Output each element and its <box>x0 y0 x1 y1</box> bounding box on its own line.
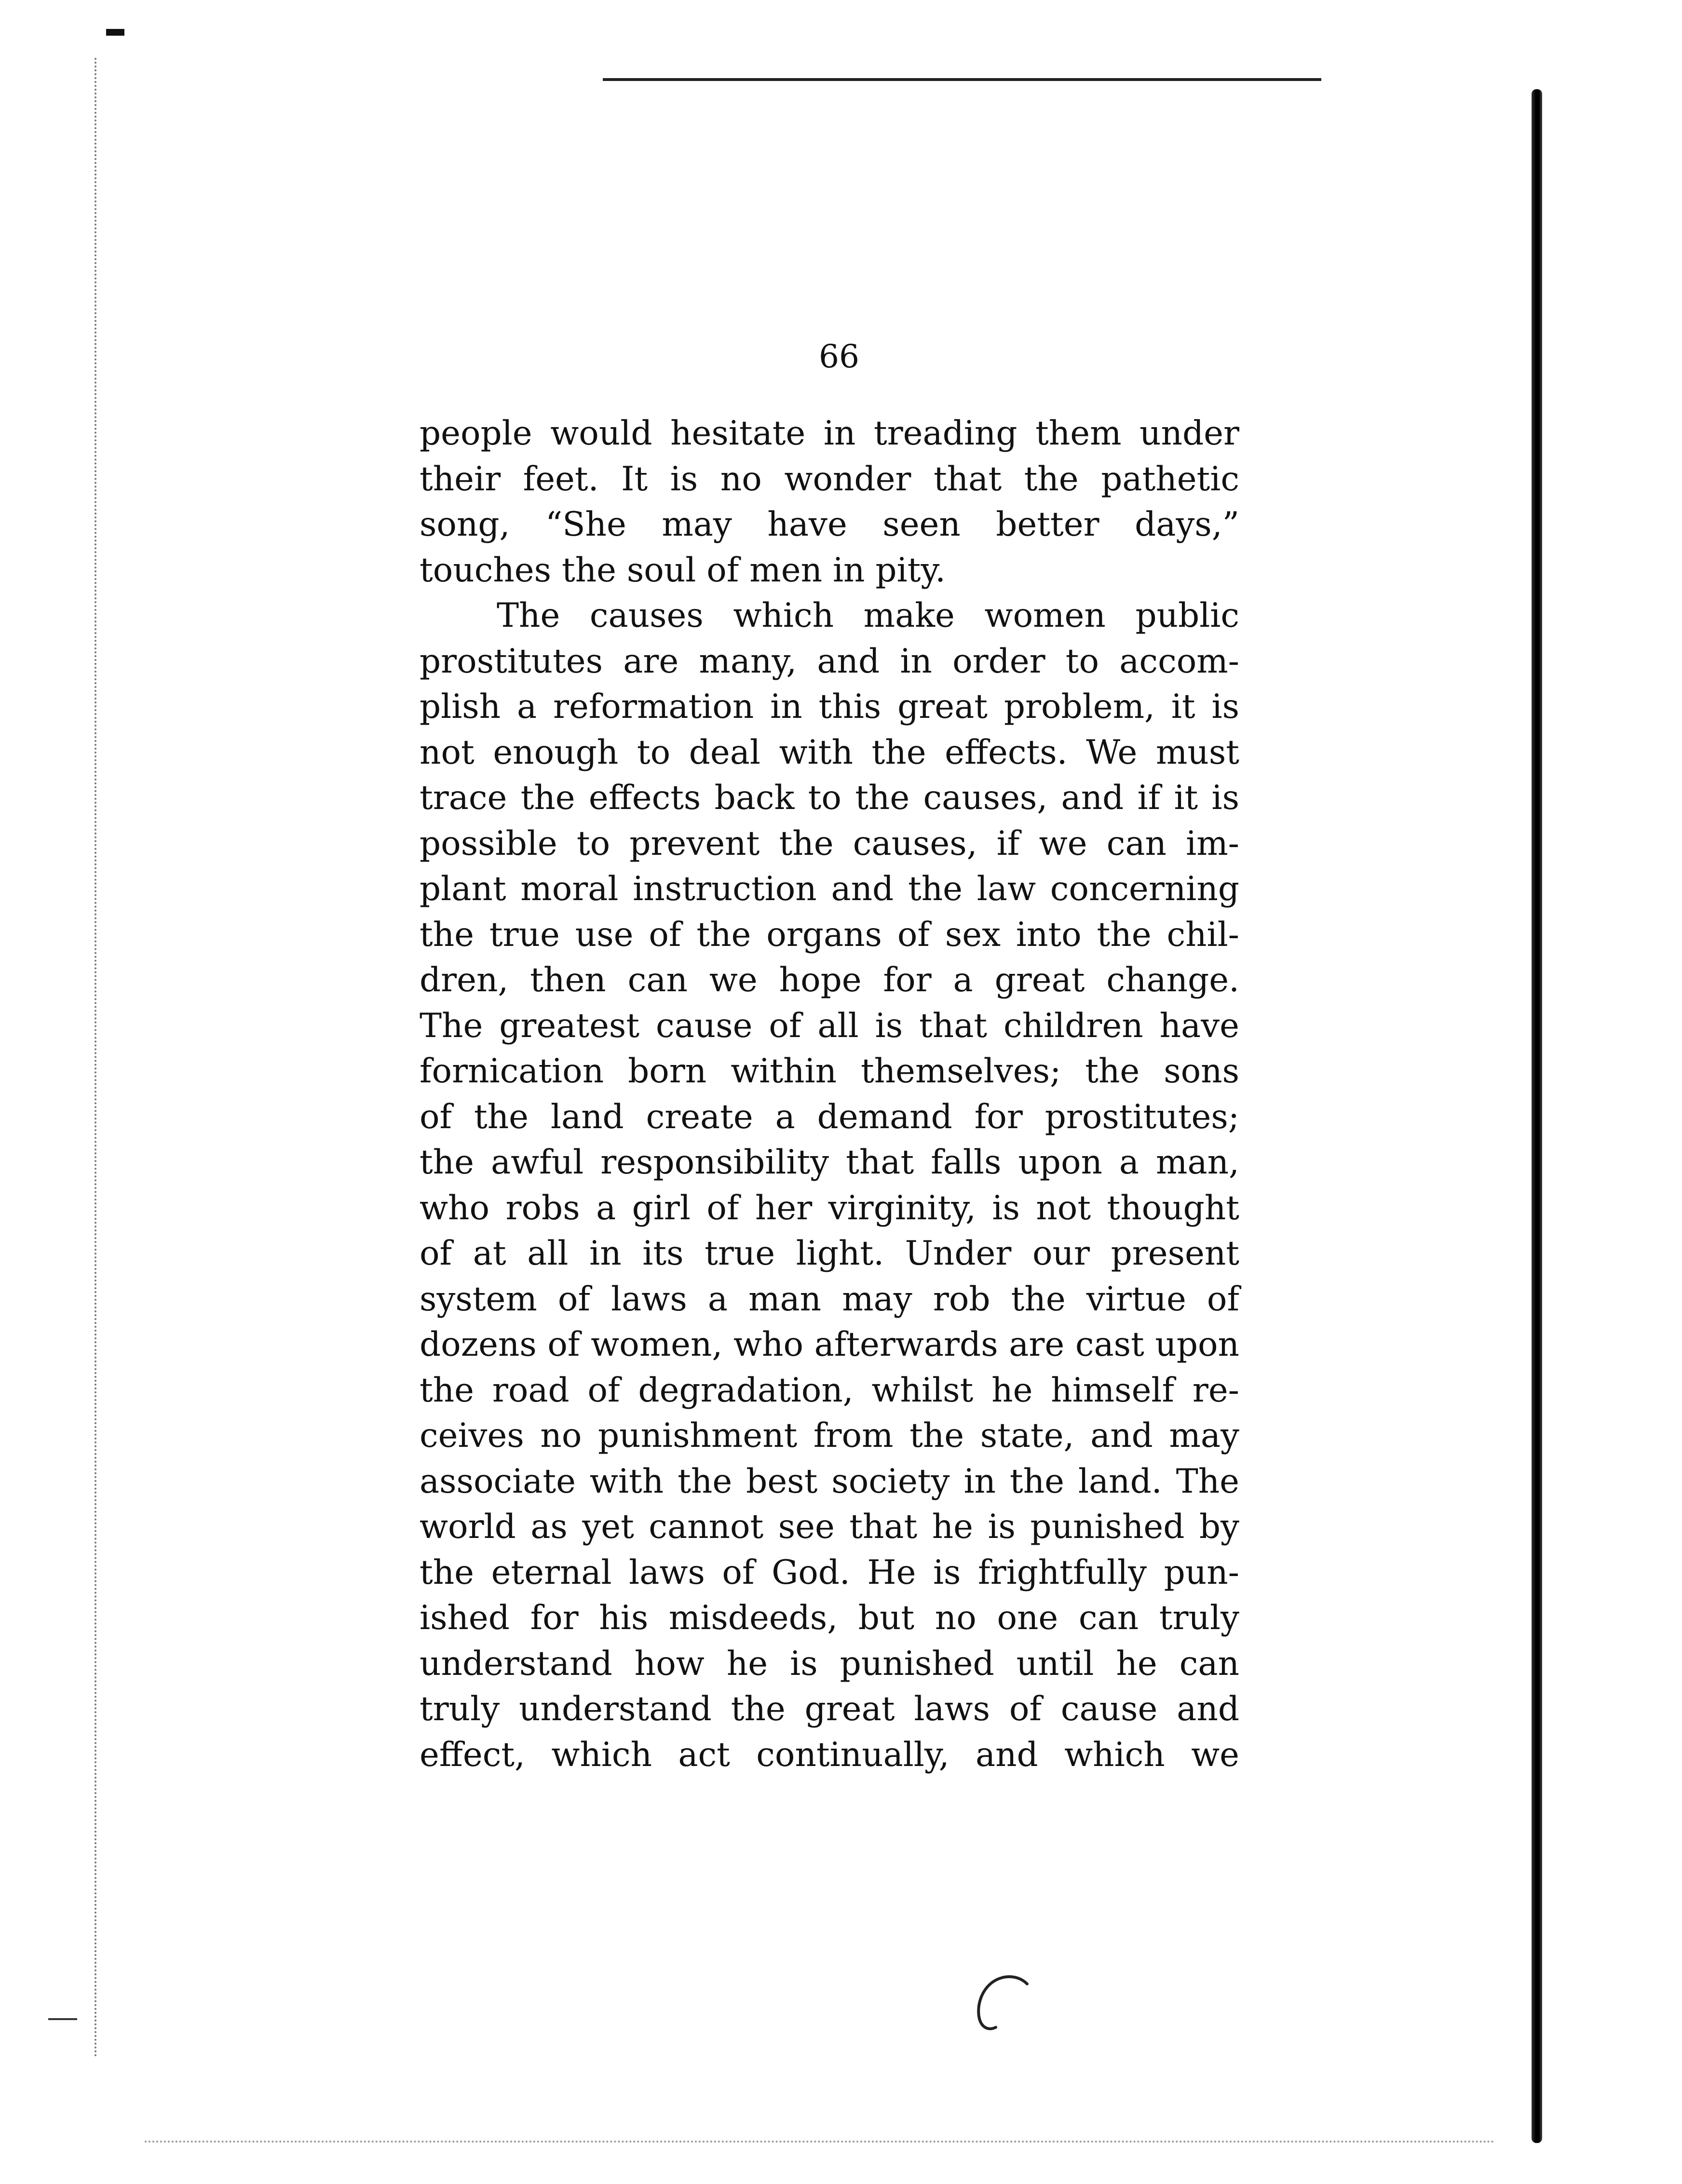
scan-right-edge-shadow <box>1532 89 1542 2143</box>
text-line: song, “She may have seen better days,” <box>420 505 1239 544</box>
text-line: dren, then can we hope for a great change. <box>420 961 1239 999</box>
text-line: the true use of the organs of sex into the chil- <box>420 915 1239 954</box>
text-line: world as yet cannot see that he is punished by <box>420 1508 1239 1546</box>
text-line: prostitutes are many, and in order to accom- <box>420 642 1239 681</box>
text-line: dozens of women, who afterwards are cast upon <box>420 1325 1239 1364</box>
pencil-mark <box>964 1967 1037 2039</box>
text-line: associate with the best society in the land. The <box>420 1462 1239 1501</box>
text-line: system of laws a man may rob the virtue of <box>420 1280 1239 1319</box>
text-line: trace the effects back to the causes, and if it is <box>420 779 1239 817</box>
text-line: who robs a girl of her virginity, is not thought <box>420 1188 1239 1227</box>
text-line: the awful responsibility that falls upon a man, <box>420 1143 1239 1182</box>
text-line: the eternal laws of God. He is frightfully pun- <box>420 1553 1239 1592</box>
text-line: ceives no punishment from the state, and may <box>420 1416 1239 1455</box>
text-line: understand how he is punished until he can <box>420 1644 1239 1683</box>
text-line: truly understand the great laws of cause and <box>420 1690 1239 1728</box>
text-line: not enough to deal with the effects. We must <box>420 733 1239 772</box>
scan-bottom-edge <box>145 2141 1495 2143</box>
scan-edge-mark <box>106 29 124 36</box>
text-line: plant moral instruction and the law concerning <box>420 870 1239 908</box>
scan-left-edge <box>95 58 96 2059</box>
body-text <box>420 411 1239 1778</box>
text-line: ished for his misdeeds, but no one can truly <box>420 1599 1239 1637</box>
text-line: of at all in its true light. Under our present <box>420 1234 1239 1273</box>
text-line: The causes which make women public <box>497 596 1239 635</box>
text-line: possible to prevent the causes, if we can im- <box>420 824 1239 863</box>
text-line: the road of degradation, whilst he himself re- <box>420 1371 1239 1410</box>
scan-top-rule <box>603 78 1321 81</box>
text-line: people would hesitate in treading them under <box>420 414 1239 453</box>
text-line: plish a reformation in this great problem, it is <box>420 688 1239 726</box>
text-line: The greatest cause of all is that children have <box>420 1006 1239 1045</box>
text-line: their feet. It is no wonder that the pathetic <box>420 459 1239 499</box>
text-line: fornication born within themselves; the sons <box>420 1052 1239 1091</box>
text-line: effect, which act continually, and which we <box>420 1735 1239 1774</box>
scan-corner-mark <box>48 2018 77 2020</box>
page-number: 66 <box>819 338 859 375</box>
text-line: touches the soul of men in pity. <box>420 551 946 590</box>
text-line: of the land create a demand for prostitutes; <box>420 1097 1239 1136</box>
